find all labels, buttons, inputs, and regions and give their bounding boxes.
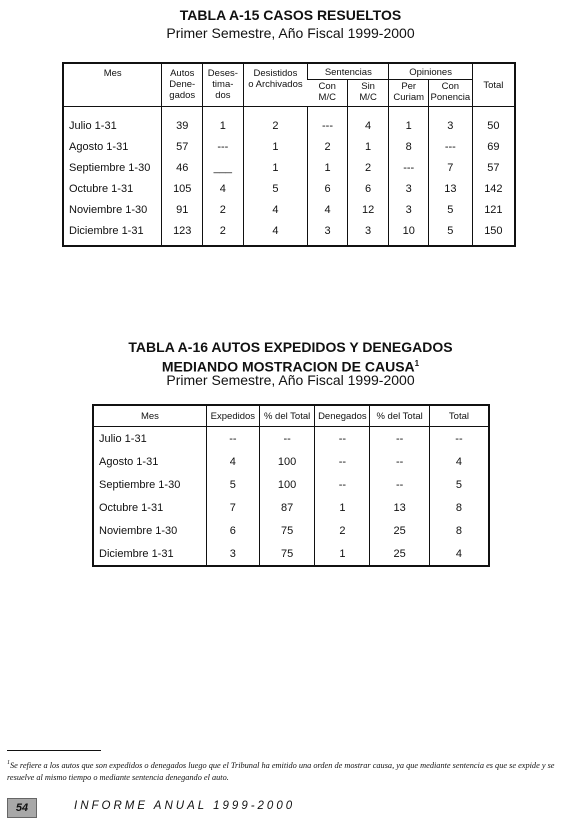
cell-mes: Septiembre 1-30: [99, 478, 181, 491]
cell-total: 5: [429, 473, 489, 496]
table-a15-title: TABLA A-15 CASOS RESUELTOS: [179, 7, 402, 23]
col-header-desestimados: Deses- tima- dos: [203, 63, 244, 107]
cell-desistidos: 2: [243, 107, 308, 137]
cell-con-ponencia: ---: [429, 136, 473, 157]
cell-autos: 39: [162, 107, 203, 137]
table-row: [93, 427, 489, 451]
cell-mes: Diciembre 1-31: [99, 547, 174, 560]
col-header-total: Total: [429, 405, 489, 427]
cell-expedidos: 7: [206, 496, 259, 519]
cell-expedidos: 5: [206, 473, 259, 496]
cell-total: 150: [472, 220, 515, 246]
cell-pct-expedidos: 75: [259, 519, 315, 542]
table-row: [93, 542, 489, 566]
cell-pct-expedidos: 87: [259, 496, 315, 519]
cell-pct-denegados: --: [370, 450, 430, 473]
table-a15-subtitle: Primer Semestre, Año Fiscal 1999-2000: [166, 25, 415, 41]
cell-pct-denegados: 13: [370, 496, 430, 519]
cell-mes: Octubre 1-31: [99, 501, 164, 514]
cell-desistidos: 4: [243, 220, 308, 246]
table-row: [93, 496, 489, 519]
cell-sin-mc: 6: [347, 178, 389, 199]
table-row: [93, 473, 489, 496]
cell-total: --: [429, 427, 489, 451]
cell-total: 142: [472, 178, 515, 199]
footnote-text: Se refiere a los autos que son expedidos o denegados luego que el Tribunal ha emitido una orden de mostrar causa, ya que mediante sentencia es que se expide y se resuelve al mismo tiempo o mediante sentencia denegando el auto.: [7, 760, 555, 782]
cell-mes: Noviembre 1-30: [99, 524, 178, 537]
table-row: [63, 220, 515, 246]
cell-sin-mc: 3: [347, 220, 389, 246]
col-header-mes: Mes: [93, 405, 206, 427]
cell-con-ponencia: 3: [429, 107, 473, 137]
col-header-autos: Autos Dene- gados: [162, 63, 203, 107]
cell-desestimados: 2: [203, 199, 244, 220]
cell-con-mc: 3: [308, 220, 348, 246]
cell-pct-denegados: 25: [370, 519, 430, 542]
cell-per-curiam: 3: [389, 199, 429, 220]
table-row: [63, 157, 515, 178]
cell-desistidos: 5: [243, 178, 308, 199]
cell-sin-mc: 1: [347, 136, 389, 157]
cell-desestimados: 1: [203, 107, 244, 137]
col-header-con-ponencia: Con Ponencia: [429, 80, 473, 107]
cell-denegados: 1: [315, 542, 370, 566]
cell-autos: 91: [162, 199, 203, 220]
cell-mes: Septiembre 1-30: [69, 161, 151, 174]
table-a16: [92, 404, 490, 567]
cell-total: 8: [429, 519, 489, 542]
col-header-pct-total-denegados: % del Total: [370, 405, 430, 427]
cell-expedidos: --: [206, 427, 259, 451]
cell-expedidos: 6: [206, 519, 259, 542]
cell-autos: 57: [162, 136, 203, 157]
table-row: [93, 519, 489, 542]
cell-con-mc: 4: [308, 199, 348, 220]
cell-mes: Noviembre 1-30: [69, 203, 148, 216]
cell-con-mc: 1: [308, 157, 348, 178]
footnote: [7, 757, 575, 784]
cell-total: 4: [429, 542, 489, 566]
cell-sin-mc: 12: [347, 199, 389, 220]
cell-con-ponencia: 5: [429, 199, 473, 220]
footnote-number: 1: [7, 760, 10, 766]
table-row: [63, 136, 515, 157]
table-row: [63, 178, 515, 199]
footnote-divider: [7, 750, 101, 751]
table-a15: [62, 62, 516, 247]
cell-mes: Diciembre 1-31: [69, 224, 144, 237]
cell-mes: Agosto 1-31: [99, 455, 159, 468]
cell-pct-denegados: 25: [370, 542, 430, 566]
cell-desistidos: 1: [243, 157, 308, 178]
cell-con-ponencia: 13: [429, 178, 473, 199]
cell-total: 57: [472, 157, 515, 178]
col-header-mes: Mes: [63, 63, 162, 107]
cell-expedidos: 4: [206, 450, 259, 473]
cell-sin-mc: 2: [347, 157, 389, 178]
cell-pct-expedidos: --: [259, 427, 315, 451]
col-header-desistidos: Desistidos o Archivados: [243, 63, 308, 107]
cell-total: 8: [429, 496, 489, 519]
cell-autos: 123: [162, 220, 203, 246]
cell-denegados: 2: [315, 519, 370, 542]
cell-con-mc: 6: [308, 178, 348, 199]
cell-denegados: --: [315, 450, 370, 473]
cell-desistidos: 1: [243, 136, 308, 157]
cell-pct-denegados: --: [370, 427, 430, 451]
table-a16-title-line1: TABLA A-16 AUTOS EXPEDIDOS Y DENEGADOS: [128, 339, 453, 355]
col-group-opiniones: Opiniones: [389, 63, 472, 80]
cell-per-curiam: 3: [389, 178, 429, 199]
cell-total: 121: [472, 199, 515, 220]
cell-desestimados: ___: [203, 157, 244, 178]
table-a16-title-line2: MEDIANDO MOSTRACION DE CAUSA$^1$: [161, 358, 420, 375]
table-row: [63, 107, 515, 137]
col-header-expedidos: Expedidos: [206, 405, 259, 427]
cell-denegados: --: [315, 427, 370, 451]
cell-con-ponencia: 7: [429, 157, 473, 178]
col-header-denegados: Denegados: [315, 405, 370, 427]
cell-autos: 46: [162, 157, 203, 178]
col-header-per-curiam: Per Curiam: [389, 80, 429, 107]
cell-pct-expedidos: 75: [259, 542, 315, 566]
page-number-badge: 54: [7, 798, 37, 818]
footnote-marker: 1: [414, 359, 420, 368]
cell-per-curiam: 1: [389, 107, 429, 137]
col-group-sentencias: Sentencias: [308, 63, 389, 80]
cell-con-mc: ---: [308, 107, 348, 137]
cell-desestimados: 2: [203, 220, 244, 246]
cell-pct-expedidos: 100: [259, 450, 315, 473]
cell-total: 4: [429, 450, 489, 473]
cell-denegados: --: [315, 473, 370, 496]
cell-desestimados: ---: [203, 136, 244, 157]
cell-mes: Agosto 1-31: [69, 140, 129, 153]
cell-expedidos: 3: [206, 542, 259, 566]
table-row: [63, 199, 515, 220]
cell-total: 50: [472, 107, 515, 137]
col-header-pct-total-expedidos: % del Total: [259, 405, 315, 427]
cell-pct-expedidos: 100: [259, 473, 315, 496]
cell-con-ponencia: 5: [429, 220, 473, 246]
cell-desistidos: 4: [243, 199, 308, 220]
cell-denegados: 1: [315, 496, 370, 519]
cell-mes: Octubre 1-31: [69, 182, 134, 195]
cell-per-curiam: ---: [389, 157, 429, 178]
cell-pct-denegados: --: [370, 473, 430, 496]
cell-con-mc: 2: [308, 136, 348, 157]
cell-desestimados: 4: [203, 178, 244, 199]
cell-mes: Julio 1-31: [69, 119, 117, 132]
report-title: INFORME ANUAL 1999-2000: [74, 800, 296, 812]
cell-sin-mc: 4: [347, 107, 389, 137]
table-row: [93, 450, 489, 473]
col-header-con-mc: Con M/C: [308, 80, 348, 107]
cell-autos: 105: [162, 178, 203, 199]
cell-mes: Julio 1-31: [99, 432, 147, 445]
col-header-total: Total: [472, 63, 515, 107]
cell-total: 69: [472, 136, 515, 157]
col-header-sin-mc: Sin M/C: [347, 80, 389, 107]
cell-per-curiam: 8: [389, 136, 429, 157]
table-a16-subtitle: Primer Semestre, Año Fiscal 1999-2000: [166, 372, 415, 388]
cell-per-curiam: 10: [389, 220, 429, 246]
